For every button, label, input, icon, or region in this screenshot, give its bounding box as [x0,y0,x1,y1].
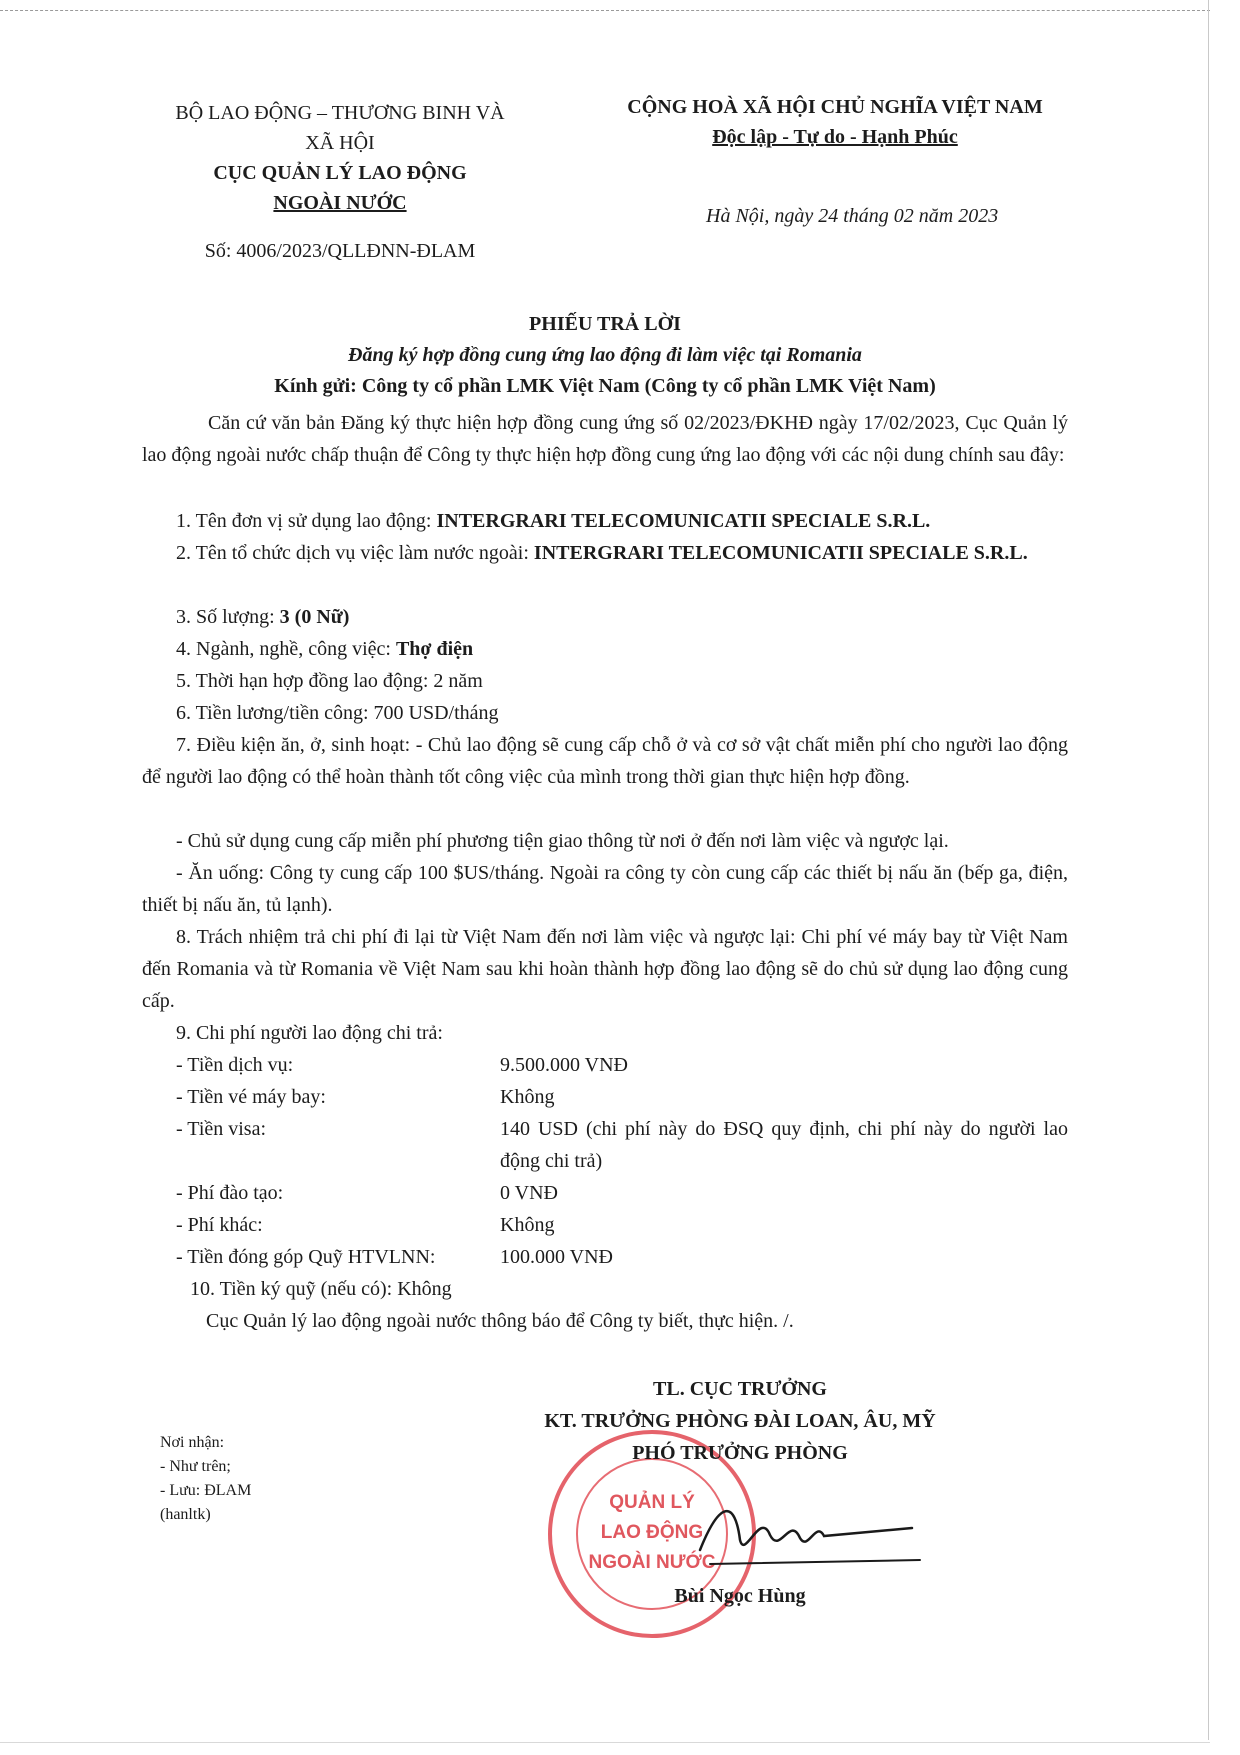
recipients-title: Nơi nhận: [160,1434,225,1451]
scan-bottom-edge [0,1742,1210,1743]
nation-title: CỘNG HOÀ XÃ HỘI CHỦ NGHĨA VIỆT NAM [627,96,1043,118]
ministry-line-1: BỘ LAO ĐỘNG – THƯƠNG BINH VÀ [175,102,505,124]
item-4-label: 4. Ngành, nghề, công việc: [176,638,396,660]
document-title: PHIẾU TRẢ LỜI [529,313,681,335]
nation-motto: Độc lập - Tự do - Hạnh Phúc [712,126,958,148]
handwritten-signature [690,1480,930,1570]
place-date: Hà Nội, ngày 24 tháng 02 năm 2023 [706,205,999,227]
item-9: 9. Chi phí người lao động chi trả: [176,1022,443,1044]
cost-value-other: Không [500,1214,555,1236]
item-4-value: Thợ điện [395,638,474,660]
stamp-text-3: NGOÀI NƯỚC [588,1552,716,1573]
intro-paragraph: Căn cứ văn bản Đăng ký thực hiện hợp đồng cung ứng số 02/2023/ĐKHĐ ngày 17/02/2023, Cục Quản lý lao động ngoài nước chấp thuận để Công ty thực hiện hợp đồng cung ứng lao động với các nội dung chính sau đây: [142,412,1068,466]
ministry-line-2: XÃ HỘI [305,132,375,154]
item-7-transport: - Chủ sử dụng cung cấp miễn phí phương tiện giao thông từ nơi ở đến nơi làm việc và ngược lại. [176,830,949,852]
cost-value-airfare: Không [500,1086,555,1108]
item-1-value: INTERGRARI TELECOMUNICATII SPECIALE S.R.L. [436,510,931,532]
item-2-value: INTERGRARI TELECOMUNICATII SPECIALE S.R.L. [533,542,1028,564]
signature-position: PHÓ TRƯỞNG PHÒNG [632,1442,848,1464]
item-5: 5. Thời hạn hợp đồng lao động: 2 năm [176,670,483,692]
department-line-1: CỤC QUẢN LÝ LAO ĐỘNG [213,162,467,184]
cost-value-visa: 140 USD (chi phí này do ĐSQ quy định, chi phí này do người lao động chi trả) [500,1118,1068,1172]
item-10: 10. Tiền ký quỹ (nếu có): Không [190,1278,452,1300]
item-1-label: 1. Tên đơn vị sử dụng lao động: [176,510,437,532]
signer-name: Bùi Ngọc Hùng [674,1585,806,1607]
cost-value-service: 9.500.000 VNĐ [500,1054,628,1076]
item-3 [176,601,349,633]
stamp-text-2: LAO ĐỘNG [600,1522,704,1543]
document-number: Số: 4006/2023/QLLĐNN-ĐLAM [204,240,476,262]
department-line-2-wrap [140,192,540,215]
item-3-value: 3 (0 Nữ) [279,606,350,628]
cost-value-fund: 100.000 VNĐ [500,1246,613,1268]
recipient-line: Kính gửi: Công ty cổ phần LMK Việt Nam (Công ty cổ phần LMK Việt Nam) [274,375,936,397]
recipient-item-1: - Như trên; [160,1458,231,1475]
cost-label-airfare: - Tiền vé máy bay: [176,1086,326,1108]
recipient-item-3: (hanltk) [160,1506,211,1523]
document-subtitle: Đăng ký hợp đồng cung ứng lao động đi làm việc tại Romania [348,344,862,366]
cost-label-fund: - Tiền đóng góp Quỹ HTVLNN: [176,1246,436,1268]
closing-sentence: Cục Quản lý lao động ngoài nước thông báo để Công ty biết, thực hiện. /. [206,1310,794,1332]
motto-wrap [580,126,1090,149]
item-2 [142,537,1068,569]
signature-authority: TL. CỤC TRƯỞNG [653,1378,827,1400]
stamp-text-1: QUẢN LÝ [609,1492,695,1513]
item-2-label: 2. Tên tổ chức dịch vụ việc làm nước ngoài: [176,542,534,564]
signature-delegation: KT. TRƯỞNG PHÒNG ĐÀI LOAN, ÂU, MỸ [544,1410,936,1432]
cost-label-other: - Phí khác: [176,1214,263,1236]
recipient-item-2: - Lưu: ĐLAM [160,1482,252,1499]
department-line-2: NGOÀI NƯỚC [273,192,407,214]
cost-label-visa: - Tiền visa: [176,1118,267,1140]
item-6: 6. Tiền lương/tiền công: 700 USD/tháng [176,702,499,724]
cost-label-service: - Tiền dịch vụ: [176,1054,294,1076]
item-7: 7. Điều kiện ăn, ở, sinh hoạt: - Chủ lao động sẽ cung cấp chỗ ở và cơ sở vật chất miễn phí cho người lao động để người lao động có thể hoàn thành tốt công việc của mình trong thời gian thực hiện hợp đồng. [142,734,1068,788]
item-3-label: 3. Số lượng: [176,606,280,628]
item-1 [176,505,930,537]
item-8: 8. Trách nhiệm trả chi phí đi lại từ Việt Nam đến nơi làm việc và ngược lại: Chi phí vé máy bay từ Việt Nam đến Romania và từ Romania về Việt Nam sau khi hoàn thành hợp đồng lao động sẽ do chủ sử dụng lao động cung cấp. [142,926,1068,1012]
scan-right-edge [1208,0,1209,1740]
item-4 [176,633,473,665]
item-7-food: - Ăn uống: Công ty cung cấp 100 $US/tháng. Ngoài ra công ty còn cung cấp các thiết bị nấu ăn (bếp ga, điện, thiết bị nấu ăn, tủ lạnh). [142,862,1068,916]
cost-value-training: 0 VNĐ [500,1182,558,1204]
scan-top-edge [0,10,1210,11]
cost-label-training: - Phí đào tạo: [176,1182,284,1204]
